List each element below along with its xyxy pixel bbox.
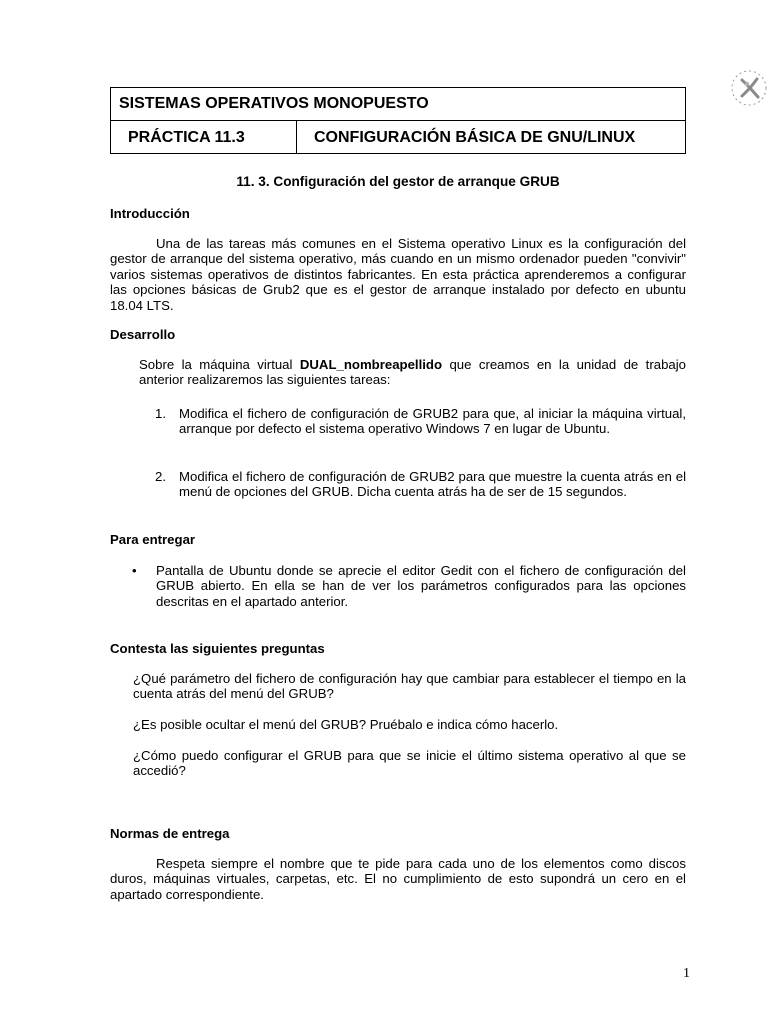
course-title: SISTEMAS OPERATIVOS MONOPUESTO: [119, 95, 429, 112]
document-title: 11. 3. Configuración del gestor de arranque GRUB: [236, 174, 560, 189]
normas-paragraph: Respeta siempre el nombre que te pide para cada uno de los elementos como discos duros, máquinas virtuales, carpetas, etc. El no cumplimiento de esto supondrá un cero en el apartado correspondiente.: [110, 856, 686, 902]
entregar-heading: Para entregar: [110, 532, 196, 547]
practice-number: PRÁCTICA 11.3: [128, 129, 245, 146]
desarrollo-lead-before: Sobre la máquina virtual: [139, 357, 300, 372]
intro-heading: Introducción: [110, 206, 190, 221]
entregar-item: Pantalla de Ubuntu donde se aprecie el editor Gedit con el fichero de configuración del GRUB abierto. En ella se han de ver los parámetros configurados para las opciones descritas en el apartado anterior.: [156, 563, 686, 609]
desarrollo-heading: Desarrollo: [110, 327, 176, 342]
educacyl-logo-icon: [726, 65, 768, 111]
practice-title: CONFIGURACIÓN BÁSICA DE GNU/LINUX: [314, 129, 636, 146]
preguntas-heading: Contesta las siguientes preguntas: [110, 641, 325, 656]
vm-name: DUAL_nombreapellido: [299, 357, 443, 372]
normas-heading: Normas de entrega: [110, 826, 230, 841]
page-number: 1: [683, 966, 690, 981]
task-item: Modifica el fichero de configuración de GRUB2 para que, al iniciar la máquina virtual, arranque por defecto el sistema operativo Windows 7 en lugar de Ubuntu.: [179, 406, 686, 437]
question-item: ¿Cómo puedo configurar el GRUB para que se inicie el último sistema operativo al que se accedió?: [133, 748, 686, 779]
desarrollo-lead: [139, 357, 686, 388]
question-item: ¿Es posible ocultar el menú del GRUB? Pruébalo e indica cómo hacerlo.: [133, 717, 559, 732]
header-table: [110, 87, 686, 154]
task-item: Modifica el fichero de configuración de GRUB2 para que muestre la cuenta atrás en el menú de opciones del GRUB. Dicha cuenta atrás ha de ser de 15 segundos.: [179, 469, 686, 500]
intro-paragraph: Una de las tareas más comunes en el Sistema operativo Linux es la configuración del gestor de arranque del sistema operativo, más cuando en un mismo ordenador pueden "convivir" varios sistemas operativos de distintos fabricantes. En esta práctica aprenderemos a configurar las opciones básicas de Grub2 que es el gestor de arranque instalado por defecto en ubuntu 18.04 LTS.: [110, 236, 686, 313]
question-item: ¿Qué parámetro del fichero de configuración hay que cambiar para establecer el tiempo en la cuenta atrás del menú del GRUB?: [133, 671, 686, 702]
desarrollo-lead-after: que creamos en la unidad de trabajo anterior realizaremos las siguientes tareas:: [139, 357, 687, 388]
task-number: 2.: [155, 469, 166, 484]
bullet-icon: •: [132, 563, 137, 578]
task-number: 1.: [155, 406, 166, 421]
